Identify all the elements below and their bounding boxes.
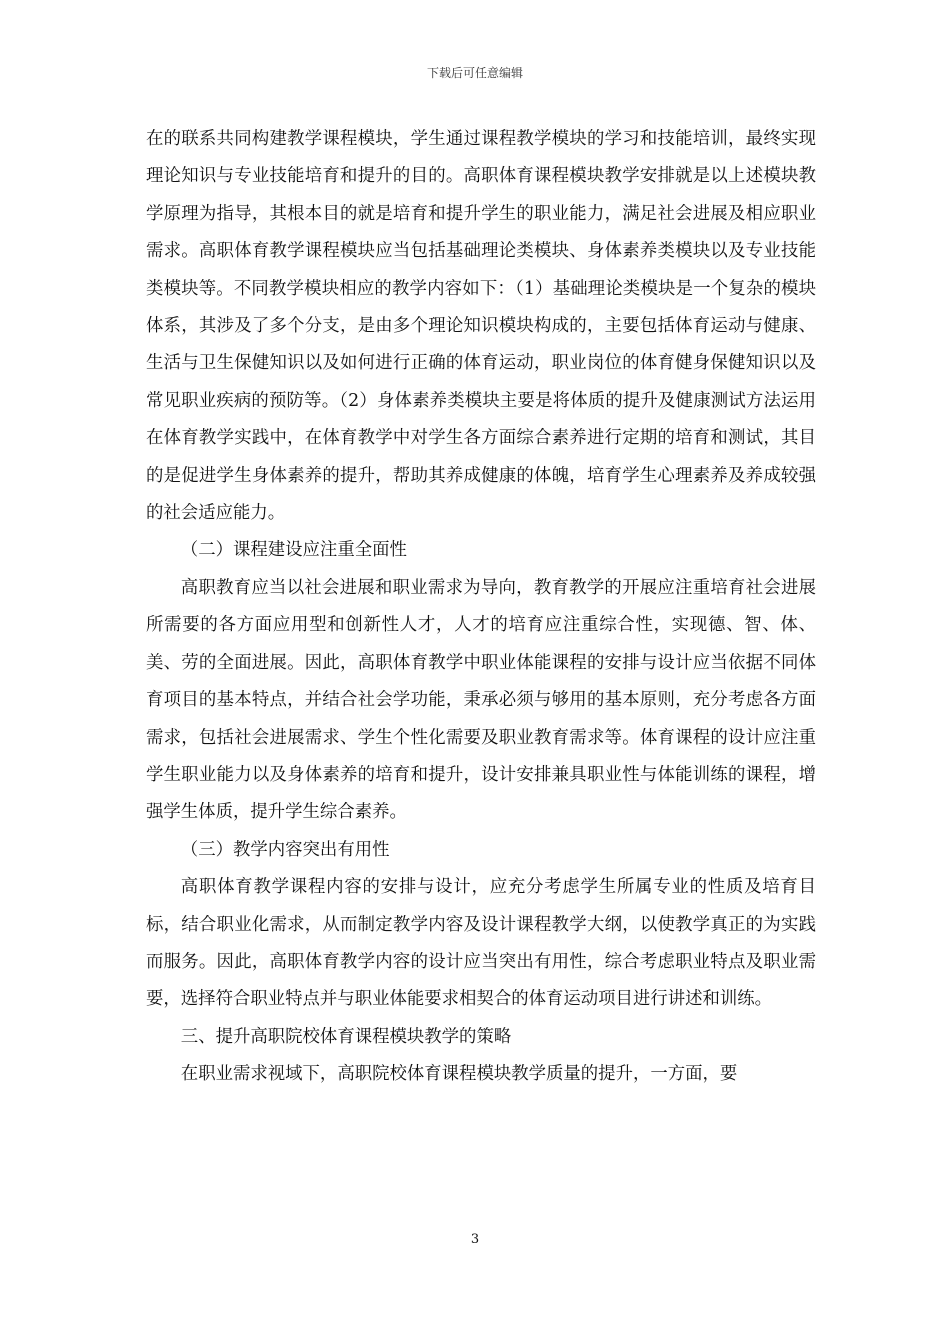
body-paragraph: 高职体育教学课程内容的安排与设计，应充分考虑学生所属专业的性质及培育目标，结合职业化需求，从而制定教学内容及设计课程教学大纲，以使教学真正的为实践而服务。因此，高职体育教学内容的设计应当突出有用性，综合考虑职业特点及职业需要，选择符合职业特点并与职业体能要求相契合的体育运动项目进行讲述和训练。 <box>146 877 816 1010</box>
section-heading: （三）教学内容突出有用性 <box>180 839 390 860</box>
document-body <box>146 121 816 1094</box>
body-paragraph: 在职业需求视域下，高职院校体育课程模块教学质量的提升，一方面，要 <box>180 1064 738 1085</box>
section-heading: 三、提升高职院校体育课程模块教学的策略 <box>180 1026 512 1047</box>
body-paragraph: 在的联系共同构建教学课程模块，学生通过课程教学模块的学习和技能培训，最终实现理论知识与专业技能培育和提升的目的。高职体育课程模块教学安排就是以上述模块教学原理为指导，其根本目的就是培育和提升学生的职业能力，满足社会进展及相应职业需求。高职体育教学课程模块应当包括基础理论类模块、身体素养类模块以及专业技能类模块等。不同教学模块相应的教学内容如下：（1）基础理论类模块是一个复杂的模块体系，其涉及了多个分支，是由多个理论知识模块构成的，主要包括体育运动与健康、生活与卫生保健知识以及如何进行正确的体育运动，职业岗位的体育健身保健知识以及常见职业疾病的预防等。（2）身体素养类模块主要是将体质的提升及健康测试方法运用在体育教学实践中，在体育教学中对学生各方面综合素养进行定期的培育和测试，其目的是促进学生身体素养的提升，帮助其养成健康的体魄，培育学生心理素养及养成较强的社会适应能力。 <box>146 129 816 524</box>
page-header: 下载后可任意编辑 <box>426 66 523 80</box>
body-paragraph: 高职教育应当以社会进展和职业需求为导向，教育教学的开展应注重培育社会进展所需要的各方面应用型和创新性人才，人才的培育应注重综合性，实现德、智、体、美、劳的全面进展。因此，高职体育教学中职业体能课程的安排与设计应当依据不同体育项目的基本特点，并结合社会学功能，秉承必须与够用的基本原则，充分考虑各方面需求，包括社会进展需求、学生个性化需要及职业教育需求等。体育课程的设计应注重学生职业能力以及身体素养的培育和提升，设计安排兼具职业性与体能训练的课程，增强学生体质，提升学生综合素养。 <box>146 577 816 823</box>
section-heading: （二）课程建设应注重全面性 <box>180 540 407 561</box>
page-number: 3 <box>470 1232 480 1247</box>
